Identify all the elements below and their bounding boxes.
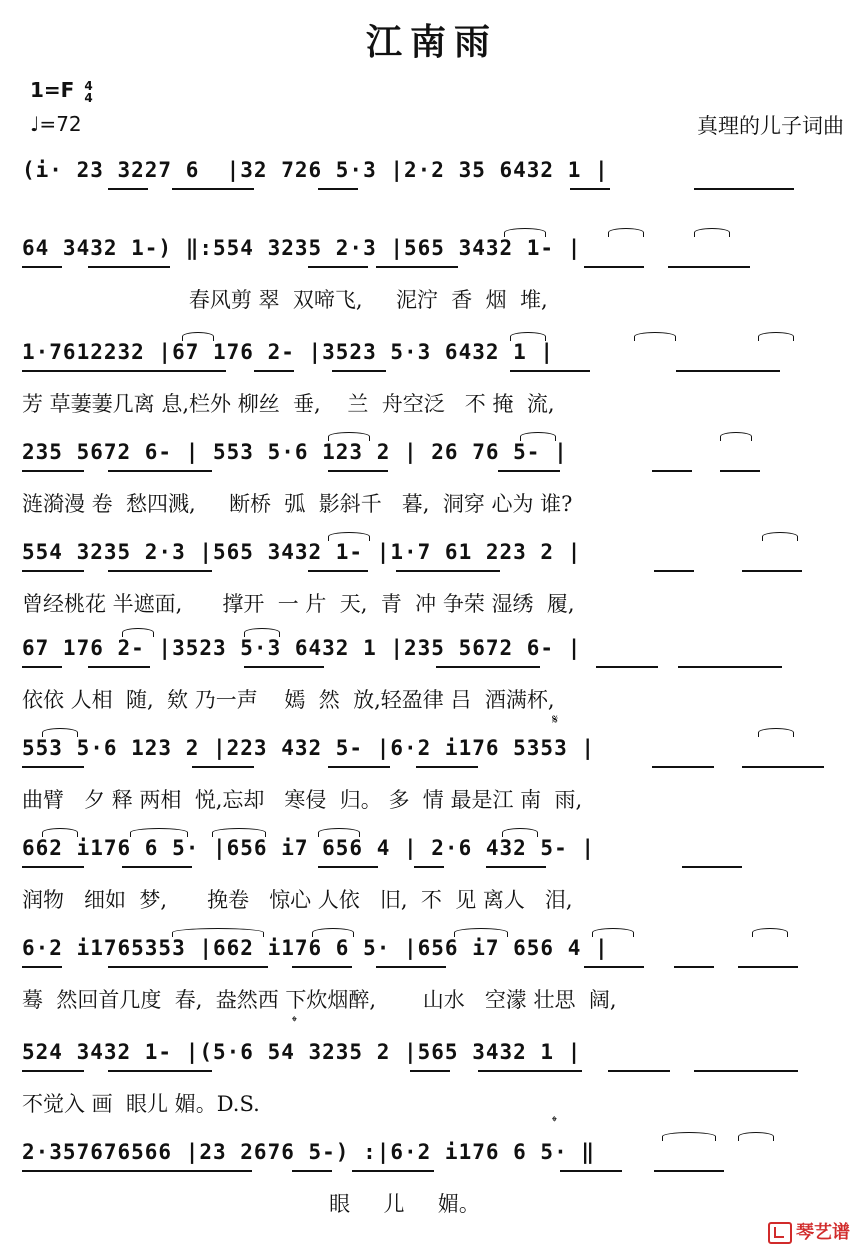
logo-icon [768, 1222, 792, 1244]
key-text: 1=F [30, 78, 75, 102]
notes-line-11: 2·357676566 |23 2676 5-) :|6·2 i176 6 5· ‖ [22, 1140, 596, 1164]
lyrics-line-8: 润物 细如 梦, 挽卷 惊心 人依 旧, 不 见 离人 泪, [22, 888, 573, 912]
lyrics-line-6: 依依 人相 随, 欸 乃一声 嫣 然 放,轻盈律 吕 酒满杯, [22, 688, 555, 712]
notes-line-10: 524 3432 1- |(5·6 54 3235 2 |565 3432 1 | [22, 1040, 582, 1064]
lyrics-line-9: 蓦 然回首几度 春, 盎然西 下炊烟醉, 山水 空濛 壮思 阔, [22, 988, 617, 1012]
lyrics-line-3: 芳 草萋萋几离 息,栏外 柳丝 垂, 兰 舟空泛 不 掩 流, [22, 392, 555, 416]
coda-sign: 𝄌 [292, 1014, 297, 1030]
time-top: 4 [84, 78, 93, 93]
notes-line-3: 1·7612232 |67 176 2- |3523 5·3 6432 1 | [22, 340, 555, 364]
tempo-mark: ♩=72 [30, 112, 82, 136]
notes-line-5: 554 3235 2·3 |565 3432 1- |1·7 61 223 2 | [22, 540, 582, 564]
key-signature [30, 78, 93, 104]
time-signature [84, 80, 92, 104]
notes-line-6: 67 176 2- |3523 5·3 6432 1 |235 5672 6- | [22, 636, 582, 660]
notes-line-7: 553 5·6 123 2 |223 432 5- |6·2 i176 5353 | [22, 736, 596, 760]
notes-line-9: 6·2 i1765353 |662 i176 6 5· |656 i7 656 4 | [22, 936, 609, 960]
author-credit: 真理的儿子词曲 [697, 114, 844, 138]
watermark-text: 琴艺谱 [796, 1222, 850, 1243]
lyrics-line-2: 春风剪 翠 双啼飞, 泥泞 香 烟 堆, [22, 288, 548, 312]
song-title: 江南雨 [365, 21, 498, 63]
notes-line-8: 662 i176 6 5· |656 i7 656 4 | 2·6 432 5- | [22, 836, 596, 860]
notes-line-2: 64 3432 1-) ‖:554 3235 2·3 |565 3432 1- | [22, 236, 582, 260]
lyrics-line-7: 曲臂 夕 释 两相 悦,忘却 寒侵 归。 多 情 最是江 南 雨, [22, 788, 583, 812]
lyrics-line-5: 曾经桃花 半遮面, 撑开 一 片 天, 青 冲 争荣 湿绣 履, [22, 592, 575, 616]
notes-line-1: (i· 23 3227 6 |32 726 5·3 |2·2 35 6432 1 | [22, 158, 609, 182]
segno-sign: 𝄋 [552, 712, 559, 728]
coda-sign-2: 𝄌 [552, 1114, 557, 1130]
watermark-logo [768, 1218, 850, 1244]
lyrics-line-10: 不觉入 画 眼儿 媚。D.S. [22, 1092, 260, 1116]
time-bottom: 4 [84, 90, 93, 105]
notes-line-4: 235 5672 6- | 553 5·6 123 2 | 26 76 5- | [22, 440, 568, 464]
lyrics-line-4: 涟漪漫 卷 愁四溅, 断桥 弧 影斜千 暮, 洞穿 心为 谁? [22, 492, 573, 516]
lyrics-line-11: 眼 儿 媚。 [22, 1192, 480, 1216]
